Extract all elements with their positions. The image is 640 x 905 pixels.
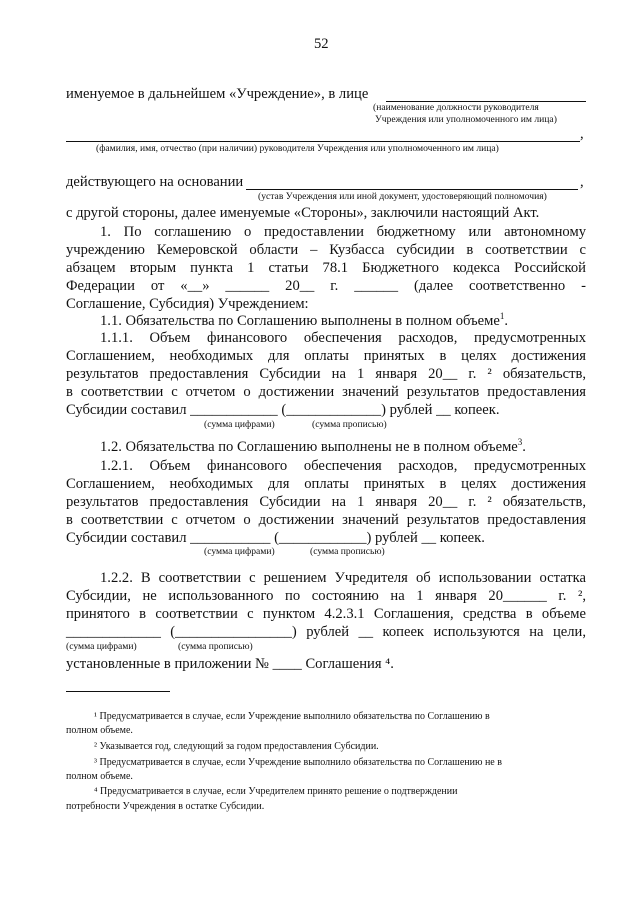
footnote-3: ³ Предусматривается в случае, если Учреждение выполнило обязательства по Соглашению не в	[94, 757, 502, 768]
clause-1-1: 1.1. Обязательства по Соглашению выполнены в полном объеме$^1$.	[100, 311, 509, 329]
footnote-separator	[66, 691, 170, 692]
footnote-1-cont: полном объеме.	[66, 725, 133, 736]
footnote-4-cont: потребности Учреждения в остатке Субсидии.	[66, 801, 265, 812]
p122-line: 1.2.2. В соответствии с решением Учредителя об использовании остатка	[100, 570, 586, 586]
footnote-ref: 1	[499, 311, 505, 322]
caption-sum-words: (сумма прописью)	[178, 641, 253, 652]
footnote-ref: 3	[517, 437, 523, 448]
caption-fio: (фамилия, имя, отчество (при наличии) руководителя Учреждения или уполномоченного им лица)	[96, 143, 499, 154]
p1-line: 1. По соглашению о предоставлении бюджетному или автономному	[100, 224, 586, 240]
intro-line-1: именуемое в дальнейшем «Учреждение», в лице	[66, 86, 369, 102]
p1-line: учреждению Кемеровской области – Кузбасса субсидии в соответствии с	[66, 242, 586, 258]
p111-line: в соответствии с отчетом о достижении значений результатов предоставления	[66, 384, 586, 400]
caption-position-2: Учреждения или уполномоченного им лица)	[375, 114, 557, 125]
p121-line: 1.2.1. Объем финансового обеспечения расходов, предусмотренных	[100, 458, 586, 474]
caption-sum-digits: (сумма цифрами)	[204, 546, 275, 557]
footnote-4: ⁴ Предусматривается в случае, если Учредителем принято решение о подтверждении	[94, 786, 458, 797]
caption-sum-digits: (сумма цифрами)	[66, 641, 137, 652]
caption-position: (наименование должности руководителя	[373, 102, 539, 113]
blank-line	[246, 189, 578, 190]
intro-line-4: с другой стороны, далее именуемые «Стороны», заключили настоящий Акт.	[66, 205, 540, 221]
p122-line: принятого в соответствии с пунктом 4.2.3.1 Соглашения, средства в объеме	[66, 606, 586, 622]
p122-line: установленные в приложении № ____ Соглашения ⁴.	[66, 656, 394, 672]
caption-sum-words: (сумма прописью)	[312, 419, 387, 430]
blank-line	[66, 141, 580, 142]
comma: ,	[580, 174, 584, 190]
footnote-3-cont: полном объеме.	[66, 771, 133, 782]
p111-line: результатов предоставления Субсидии на 1 января 20__ г. ² обязательств,	[66, 366, 586, 382]
p121-line: Соглашением, необходимых для оплаты принятых в целях достижения	[66, 476, 586, 492]
p1-line: абзацем вторым пункта 1 статьи 78.1 Бюджетного кодекса Российской	[66, 260, 586, 276]
page-number: 52	[314, 36, 329, 52]
caption-sum-words: (сумма прописью)	[310, 546, 385, 557]
p111-line: Субсидии составил ____________ (_____________) рублей __ копеек.	[66, 402, 500, 418]
p111-line: 1.1.1. Объем финансового обеспечения расходов, предусмотренных	[100, 330, 586, 346]
p121-line: Субсидии составил ___________ (____________) рублей __ копеек.	[66, 530, 485, 546]
comma: ,	[580, 126, 584, 142]
p121-line: результатов предоставления Субсидии на 1 января 20__ г. ² обязательств,	[66, 494, 586, 510]
footnote-2: ² Указывается год, следующий за годом предоставления Субсидии.	[94, 741, 379, 752]
p121-line: в соответствии с отчетом о достижении значений результатов предоставления	[66, 512, 586, 528]
p1-line: Федерации от «__» ______ 20__ г. ______ (далее соответственно -	[66, 278, 586, 294]
p122-line: Субсидии, не использованного по состоянию на 1 января 20______ г. ²,	[66, 588, 586, 604]
caption-sum-digits: (сумма цифрами)	[204, 419, 275, 430]
intro-line-3: действующего на основании	[66, 174, 244, 190]
p122-line: _____________ (________________) рублей __ копеек используются на цели,	[66, 624, 586, 640]
p1-line: Соглашение, Субсидия) Учреждением:	[66, 296, 309, 312]
p111-line: Соглашением, необходимых для оплаты принятых в целях достижения	[66, 348, 586, 364]
caption-basis: (устав Учреждения или иной документ, удостоверяющий полномочия)	[258, 191, 547, 202]
clause-1-2: 1.2. Обязательства по Соглашению выполнены не в полном объеме$^3$.	[100, 437, 526, 455]
footnote-1: ¹ Предусматривается в случае, если Учреждение выполнило обязательства по Соглашению в	[94, 711, 490, 722]
